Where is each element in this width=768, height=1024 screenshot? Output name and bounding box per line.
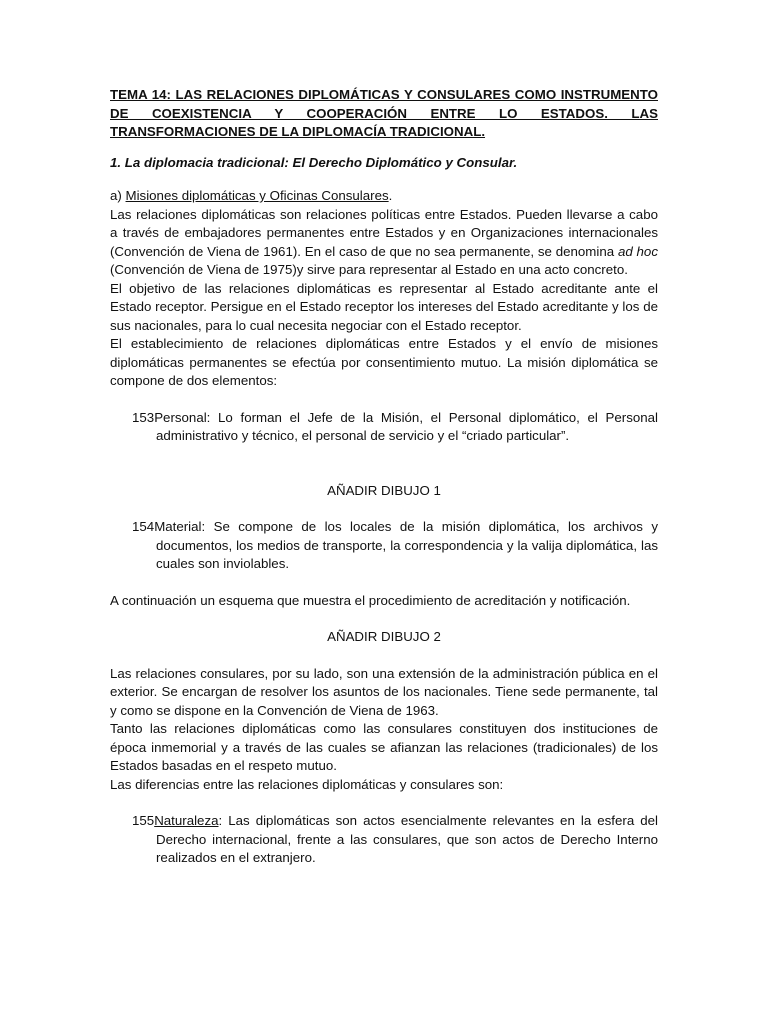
subsection-prefix: a) [110,188,126,203]
paragraph-instituciones: Tanto las relaciones diplomáticas como las consulares constituyen dos instituciones de época inmemorial y a través de las cuales se afianzan las relaciones (tradicionales) de los Estados basadas en el respeto mutuo. [110,721,658,773]
paragraph-esquema: A continuación un esquema que muestra el procedimiento de acreditación y notificación. [110,592,631,608]
list-item-naturaleza [110,812,658,868]
document-page [110,86,658,868]
list-item-label: Naturaleza [154,813,219,828]
italic-term: ad hoc [617,243,658,259]
paragraph-objetivo: El objetivo de las relaciones diplomáticas es representar al Estado acreditante ante el Estado receptor. Persigue en el Estado receptor los intereses del Estado acreditante y los de sus nacionales, para lo cual necesita negociar con el Estado receptor. [110,280,658,333]
list-item-text: Material: Se compone de los locales de la misión diplomática, los archivos y documentos, los medios de transporte, la correspondencia y la valija diplomática, las cuales son inviolables. [154,519,658,571]
paragraph-establecimiento: El establecimiento de relaciones diplomáticas entre Estados y el envío de misiones diplomáticas permanentes se efectúa por consentimiento mutuo. La misión diplomática se compone de dos elementos: [110,336,658,388]
paragraph-text: (Convención de Viena de 1975)y sirve para representar al Estado en una acto concreto. [110,262,628,277]
subsection-label: Misiones diplomáticas y Oficinas Consulares [125,188,389,203]
list-item-text: : Las diplomáticas son actos esencialmente relevantes en la esfera del Derecho internacional, frente a las consulares, que son actos de Derecho Interno realizados en el extranjero. [156,813,658,865]
paragraph-relaciones-consulares: Las relaciones consulares, por su lado, son una extensión de la administración pública en el exterior. Se encargan de resolver los asuntos de los nacionales. Tiene sede permanente, tal y como se dispone en la Convención de Viena de 1963. [110,665,658,718]
list-item-material [110,518,658,574]
list-item-text: Personal: Lo forman el Jefe de la Misión, el Personal diplomático, el Personal administrativo y técnico, el personal de servicio y el “criado particular”. [154,409,658,443]
list-item-number: 153 [132,409,155,425]
subsection-suffix: . [388,188,393,203]
paragraph-relaciones-diplomaticas [110,206,658,280]
section-heading: 1. La diplomacia tradicional: El Derecho Diplomático y Consular. [110,154,518,170]
list-item-number: 154 [132,519,155,534]
document-title: TEMA 14: LAS RELACIONES DIPLOMÁTICAS Y CONSULARES COMO INSTRUMENTO DE COEXISTENCIA Y COOPERACIÓN ENTRE LO ESTADOS. LAS TRANSFORMACIONES DE LA DIPLOMACÍA TRADICIONAL. [110,87,658,139]
list-item-personal [110,409,658,446]
drawing-placeholder-2: AÑADIR DIBUJO 2 [327,629,441,644]
paragraph-text: Las relaciones diplomáticas son relaciones políticas entre Estados. Pueden llevarse a cabo a través de embajadores permanentes entre Estados y en Organizaciones internacionales (Convención de Viena de 1961). En el caso de que no sea permanente, se denomina [110,206,658,259]
list-item-number: 155 [132,813,155,828]
drawing-placeholder-1: AÑADIR DIBUJO 1 [327,482,441,498]
subsection-heading-a [110,187,658,206]
paragraph-diferencias: Las diferencias entre las relaciones diplomáticas y consulares son: [110,776,504,792]
